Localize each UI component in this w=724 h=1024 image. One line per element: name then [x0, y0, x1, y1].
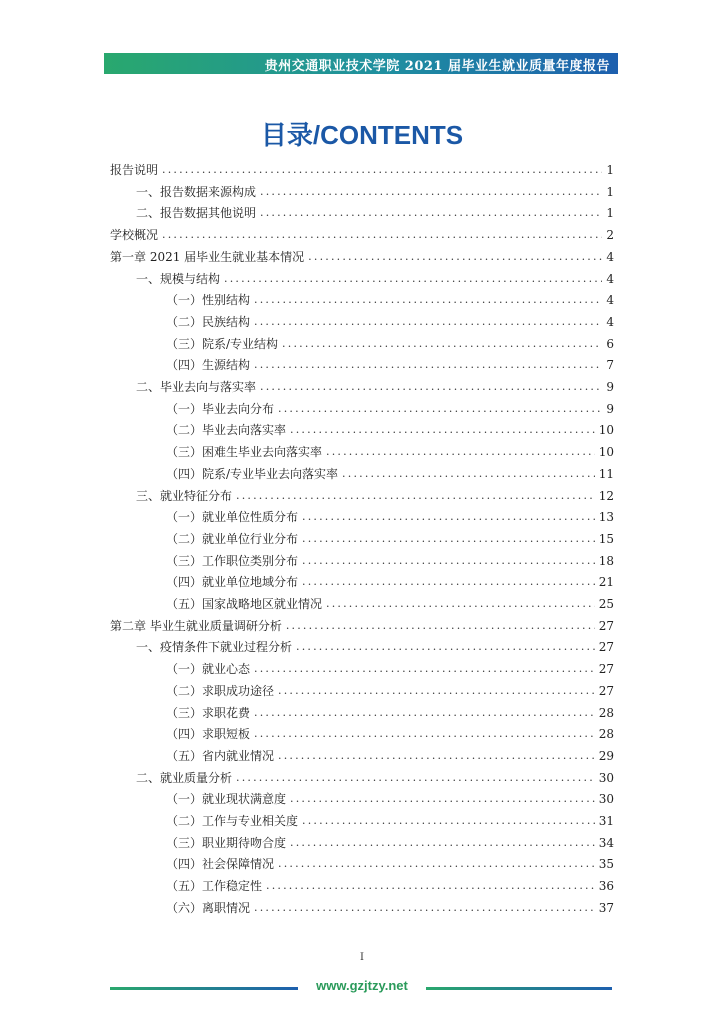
toc-entry-label: 二、毕业去向与落实率	[136, 380, 257, 394]
toc-leader-dots	[254, 357, 602, 373]
toc-entry[interactable]	[110, 225, 614, 243]
toc-entry-label: （一）就业现状满意度	[166, 792, 287, 807]
toc-leader-dots	[278, 683, 595, 699]
toc-entry-label: （三）困难生毕业去向落实率	[166, 445, 323, 460]
toc-entry[interactable]	[166, 854, 614, 872]
toc-leader-dots	[302, 574, 595, 590]
toc-leader-dots	[254, 314, 602, 330]
toc-entry-page: 11	[598, 466, 614, 481]
toc-entry-page: 21	[598, 575, 614, 590]
toc-entry-label: 一、报告数据来源构成	[136, 184, 257, 199]
toc-entry[interactable]	[166, 420, 614, 438]
toc-entry-page: 15	[598, 531, 614, 546]
toc-leader-dots	[254, 705, 595, 721]
toc-entry-page: 28	[598, 705, 614, 720]
toc-entry-page: 29	[598, 748, 614, 763]
toc-leader-dots	[326, 444, 595, 460]
toc-entry[interactable]	[166, 746, 614, 764]
toc-entry-page: 31	[598, 814, 614, 828]
toc-entry-label: （四）社会保障情况	[166, 857, 275, 872]
toc-leader-dots	[254, 726, 595, 742]
toc-entry[interactable]	[136, 269, 614, 287]
toc-entry-page: 10	[598, 423, 614, 438]
toc-entry-page: 7	[606, 358, 614, 373]
toc-entry-page: 34	[598, 835, 614, 850]
toc-entry-page: 1	[606, 184, 614, 199]
toc-entry-page: 28	[598, 727, 614, 742]
toc-entry-page: 12	[598, 488, 614, 503]
toc-entry[interactable]	[166, 572, 614, 590]
toc-entry-label: （三）院系/专业结构	[166, 336, 279, 351]
toc-leader-dots	[290, 422, 595, 438]
toc-entry[interactable]	[136, 377, 614, 395]
toc-entry-label: 报告说明	[110, 163, 159, 177]
toc-entry-label: （四）生源结构	[166, 358, 251, 373]
toc-entry[interactable]	[166, 464, 614, 482]
toc-entry-label: （一）毕业去向分布	[166, 401, 275, 416]
toc-leader-dots	[278, 856, 595, 872]
toc-entry-label: （三）职业期待吻合度	[166, 835, 287, 850]
toc-leader-dots	[308, 249, 602, 265]
toc-entry[interactable]	[110, 247, 614, 265]
toc-leader-dots	[254, 292, 602, 308]
toc-entry[interactable]	[166, 507, 614, 525]
toc-leader-dots	[224, 271, 602, 287]
toc-entry[interactable]	[166, 312, 614, 330]
toc-entry-page: 27	[598, 683, 614, 698]
toc-entry-page: 4	[606, 293, 614, 308]
toc-entry-page: 1	[606, 163, 614, 177]
toc-entry-page: 25	[598, 597, 614, 611]
toc-entry[interactable]	[166, 290, 614, 308]
toc-entry-label: 一、规模与结构	[136, 271, 221, 286]
toc-entry-page: 1	[606, 206, 614, 221]
toc-entry-page: 10	[598, 445, 614, 460]
toc-leader-dots	[266, 878, 595, 894]
toc-entry-label: 学校概况	[110, 228, 159, 243]
toc-entry-label: （四）就业单位地域分布	[166, 575, 299, 590]
toc-entry-label: （五）工作稳定性	[166, 879, 263, 894]
toc-leader-dots	[302, 509, 595, 525]
toc-entry-page: 27	[598, 662, 614, 677]
toc-entry[interactable]	[110, 160, 614, 178]
toc-entry-page: 30	[598, 770, 614, 785]
toc-entry-label: （四）求职短板	[166, 727, 251, 742]
toc-entry-page: 35	[598, 857, 614, 872]
toc-entry[interactable]	[136, 182, 614, 200]
toc-entry-page: 37	[598, 900, 614, 915]
toc-entry-page: 36	[598, 879, 614, 894]
toc-entry-page: 6	[606, 336, 614, 351]
toc-entry-page: 18	[598, 553, 614, 568]
toc-entry-page: 9	[606, 401, 614, 416]
toc-entry[interactable]	[166, 876, 614, 894]
toc-leader-dots	[326, 596, 595, 612]
toc-entry-label: （三）工作职位类别分布	[166, 553, 299, 568]
toc-leader-dots	[278, 748, 595, 764]
toc-entry[interactable]	[136, 637, 614, 655]
toc-entry-page: 27	[598, 618, 614, 633]
toc-entry-label: （三）求职花费	[166, 705, 251, 720]
toc-entry[interactable]	[166, 442, 614, 460]
header-banner	[104, 53, 618, 74]
toc-leader-dots	[342, 466, 595, 482]
page-title: 目录/CONTENTS	[260, 120, 464, 150]
toc-entry[interactable]	[136, 768, 614, 786]
toc-entry-label: （二）毕业去向落实率	[166, 423, 287, 438]
toc-leader-dots	[162, 162, 602, 178]
toc-leader-dots	[260, 184, 602, 200]
toc-entry-page: 4	[606, 249, 614, 264]
toc-leader-dots	[286, 618, 595, 634]
toc-entry-label: 二、报告数据其他说明	[136, 206, 257, 221]
toc-entry[interactable]	[166, 399, 614, 417]
toc-entry[interactable]	[136, 486, 614, 504]
toc-entry-label: （二）民族结构	[166, 314, 251, 329]
toc-entry-label: 三、就业特征分布	[136, 488, 233, 503]
toc-entry[interactable]	[166, 659, 614, 677]
toc-entry[interactable]	[166, 594, 614, 612]
toc-leader-dots	[278, 401, 602, 417]
toc-entry[interactable]	[166, 898, 614, 916]
toc-entry-page: 9	[606, 380, 614, 394]
toc-entry-label: （一）性别结构	[166, 293, 251, 308]
toc-entry[interactable]	[166, 724, 614, 742]
toc-entry-label: （六）离职情况	[166, 900, 251, 915]
toc-entry[interactable]	[166, 681, 614, 699]
toc-entry[interactable]	[136, 203, 614, 221]
footer-line-right	[426, 987, 612, 990]
header-title: 贵州交通职业技术学院 2021 届毕业生就业质量年度报告	[264, 59, 610, 74]
toc-leader-dots	[290, 835, 595, 851]
toc-entry[interactable]	[166, 529, 614, 547]
toc-leader-dots	[282, 336, 602, 352]
toc-leader-dots	[290, 791, 595, 807]
toc-entry-label: （一）就业单位性质分布	[166, 510, 299, 525]
toc-entry-label: （五）国家战略地区就业情况	[166, 597, 323, 611]
toc-entry-page: 4	[606, 314, 614, 329]
toc-entry[interactable]	[166, 703, 614, 721]
toc-leader-dots	[302, 531, 595, 547]
toc-entry-page: 4	[606, 271, 614, 286]
toc-entry-label: （二）求职成功途径	[166, 683, 275, 698]
toc-leader-dots	[260, 379, 602, 395]
toc-leader-dots	[296, 639, 595, 655]
toc-entry-label: （一）就业心态	[166, 662, 251, 677]
toc-leader-dots	[254, 661, 595, 677]
toc-entry-page: 13	[598, 510, 614, 525]
toc-entry-label: （四）院系/专业毕业去向落实率	[166, 466, 339, 481]
toc-entry-label: （五）省内就业情况	[166, 748, 275, 763]
toc-leader-dots	[236, 770, 595, 786]
toc-leader-dots	[260, 205, 602, 221]
toc-leader-dots	[254, 900, 595, 916]
toc-leader-dots	[162, 227, 602, 243]
toc-entry-label: 第二章 毕业生就业质量调研分析	[110, 618, 282, 633]
toc-entry-page: 2	[606, 228, 614, 243]
toc-entry[interactable]	[166, 833, 614, 851]
toc-entry[interactable]	[166, 789, 614, 807]
toc-entry-page: 30	[598, 792, 614, 807]
toc-entry[interactable]	[110, 616, 614, 634]
toc-entry[interactable]	[166, 551, 614, 569]
toc-entry[interactable]	[166, 811, 614, 829]
footer-url[interactable]: www.gzjtzy.net	[316, 978, 408, 993]
toc-entry-label: 第一章 2021 届毕业生就业基本情况	[110, 249, 305, 264]
toc-entry-page: 27	[598, 640, 614, 655]
toc-entry-label: （二）就业单位行业分布	[166, 531, 299, 546]
toc-entry-label: 二、就业质量分析	[136, 770, 233, 785]
toc-leader-dots	[302, 813, 595, 829]
toc-entry-label: （二）工作与专业相关度	[166, 814, 299, 828]
toc-leader-dots	[236, 488, 595, 504]
page-number: I	[360, 952, 364, 963]
toc-leader-dots	[302, 553, 595, 569]
toc-entry[interactable]	[166, 355, 614, 373]
toc-entry-label: 一、疫情条件下就业过程分析	[136, 640, 293, 655]
toc-entry[interactable]	[166, 334, 614, 352]
